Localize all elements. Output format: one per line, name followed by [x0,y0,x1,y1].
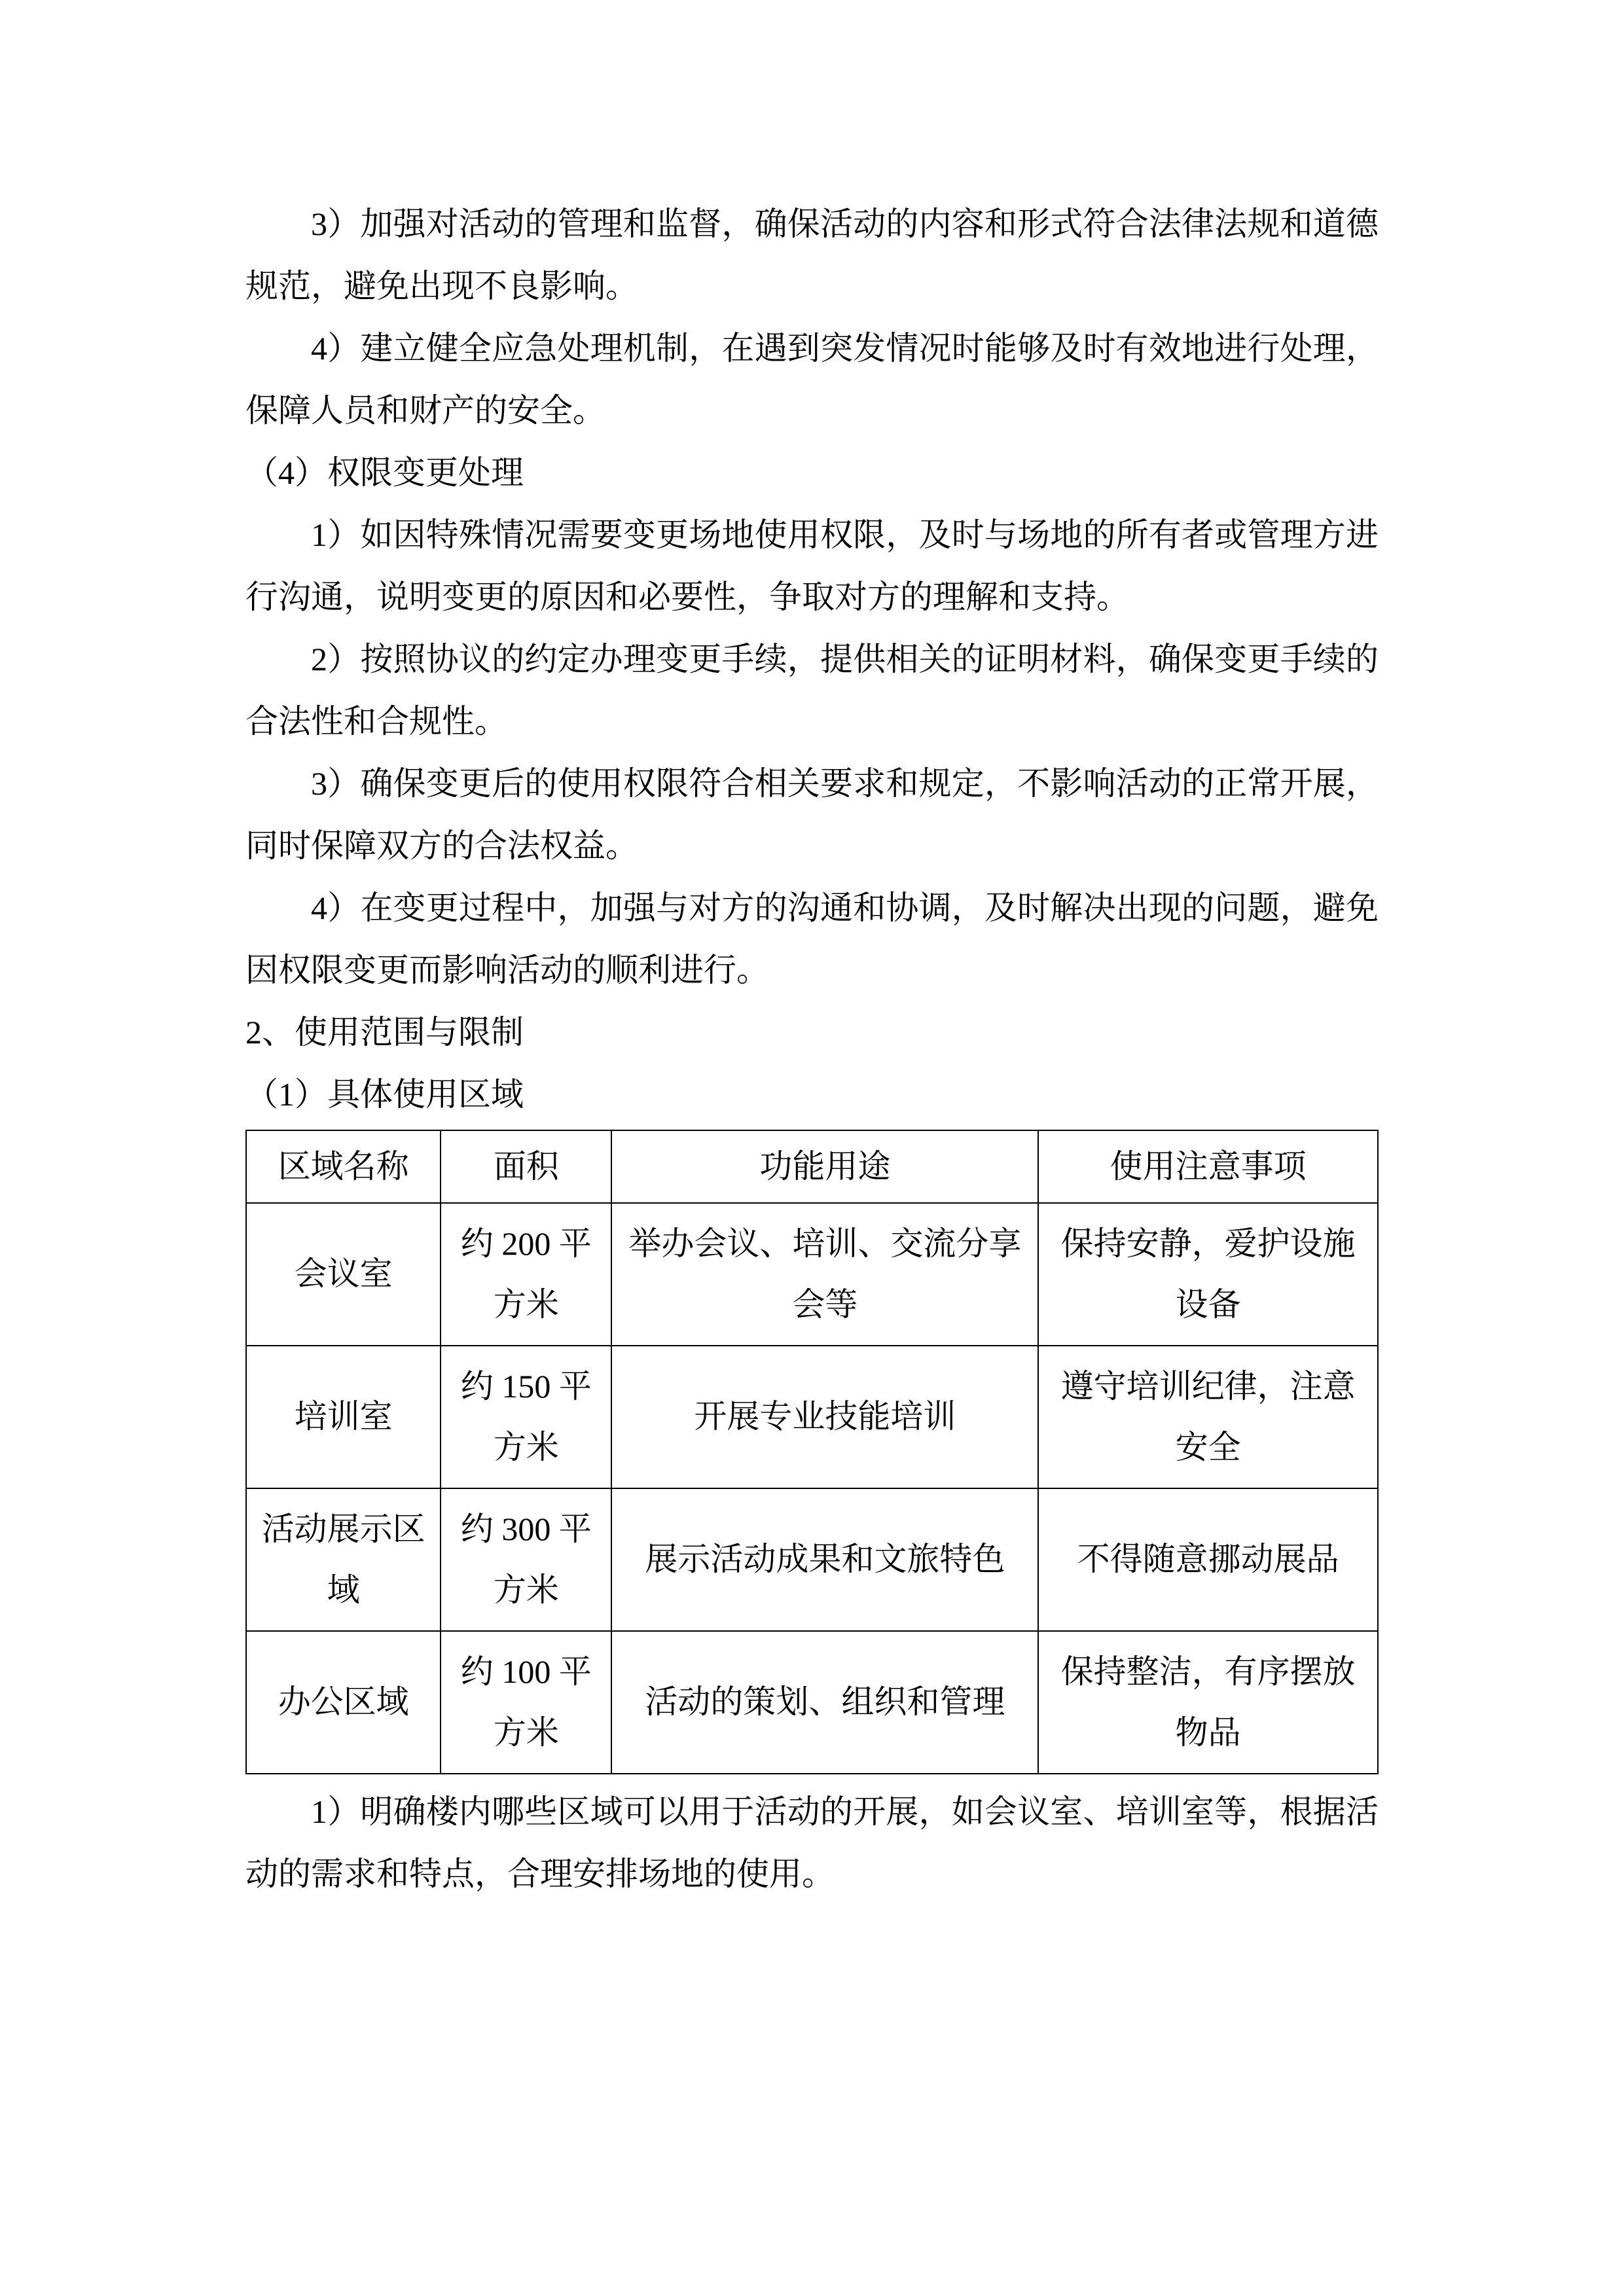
table-cell: 活动的策划、组织和管理 [611,1631,1038,1774]
heading-permission-change: （4）权限变更处理 [245,454,524,491]
usage-area-table [245,1130,1379,1774]
table-cell: 培训室 [246,1346,441,1488]
table-row-meeting-room [246,1203,1378,1346]
table-cell: 不得随意挪动展品 [1038,1488,1378,1631]
table-header-function: 功能用途 [611,1130,1038,1203]
heading-specific-areas: （1）具体使用区域 [245,1076,524,1113]
paragraph-change-coordination: 4）在变更过程中，加强与对方的沟通和协调，及时解决出现的问题，避免因权限变更而影响活动的顺利进行。 [245,889,1379,988]
paragraph-supervision: 3）加强对活动的管理和监督，确保活动的内容和形式符合法律法规和道德规范，避免出现不良影响。 [245,206,1379,304]
table-row-exhibition-area [246,1488,1378,1631]
table-cell: 约 300 平方米 [441,1488,611,1631]
table-cell: 遵守培训纪律，注意安全 [1038,1346,1378,1488]
table-cell: 约 100 平方米 [441,1631,611,1774]
table-row-office-area [246,1631,1378,1774]
table-header-size: 面积 [441,1130,611,1203]
table-cell: 会议室 [246,1203,441,1346]
table-cell: 活动展示区域 [246,1488,441,1631]
table-cell: 约 200 平方米 [441,1203,611,1346]
table-cell: 办公区域 [246,1631,441,1774]
table-cell: 约 150 平方米 [441,1346,611,1488]
table-cell: 保持安静，爱护设施设备 [1038,1203,1378,1346]
paragraph-emergency: 4）建立健全应急处理机制，在遇到突发情况时能够及时有效地进行处理，保障人员和财产的安全。 [245,330,1379,429]
table-row-training-room [246,1346,1378,1488]
heading-usage-scope: 2、使用范围与限制 [245,1014,524,1050]
table-cell: 展示活动成果和文旅特色 [611,1488,1038,1631]
paragraph-change-compliance: 3）确保变更后的使用权限符合相关要求和规定，不影响活动的正常开展，同时保障双方的合法权益。 [245,765,1379,864]
paragraph-change-procedure: 2）按照协议的约定办理变更手续，提供相关的证明材料，确保变更手续的合法性和合规性。 [245,641,1379,740]
table-cell: 举办会议、培训、交流分享会等 [611,1203,1038,1346]
paragraph-area-arrangement: 1）明确楼内哪些区域可以用于活动的开展，如会议室、培训室等，根据活动的需求和特点，合理安排场地的使用。 [245,1793,1379,1892]
table-header-row [246,1130,1378,1203]
table-cell: 开展专业技能培训 [611,1346,1038,1488]
table-header-notes: 使用注意事项 [1038,1130,1378,1203]
paragraph-change-communication: 1）如因特殊情况需要变更场地使用权限，及时与场地的所有者或管理方进行沟通，说明变更的原因和必要性，争取对方的理解和支持。 [245,516,1379,615]
table-cell: 保持整洁，有序摆放物品 [1038,1631,1378,1774]
table-header-area-name: 区域名称 [246,1130,441,1203]
